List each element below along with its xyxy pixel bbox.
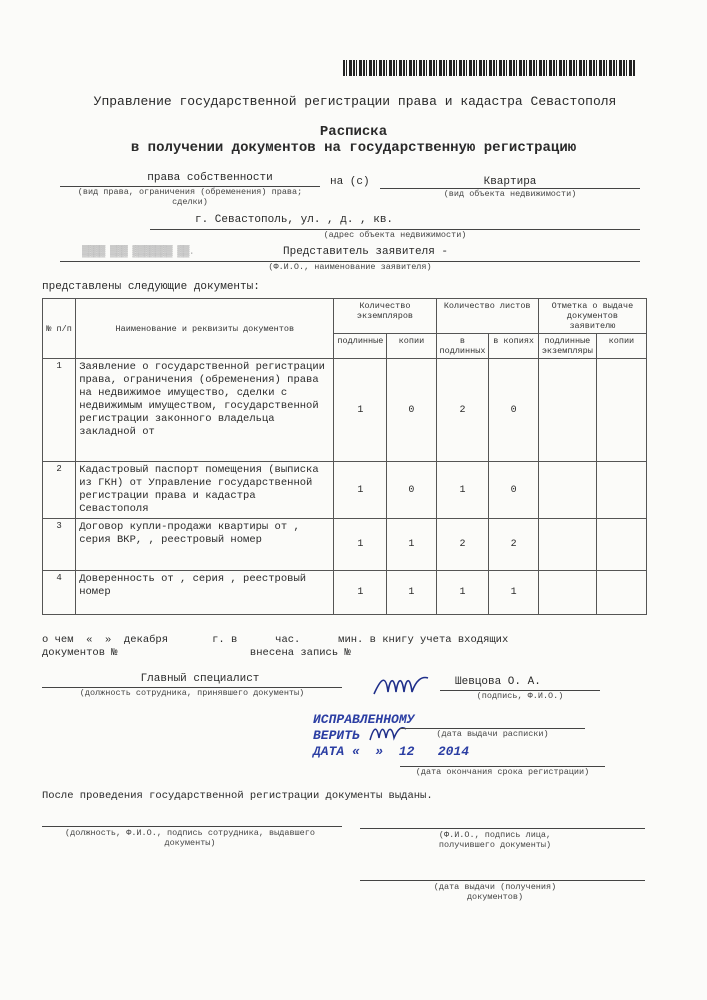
signature-icon bbox=[372, 672, 432, 698]
row-desc: Заявление о государственной регистрации права, ограничения (обременения) права на недвижимое имущество, сделки с недвижимым имуществом, государственной регистрации законного владельца закладной от bbox=[76, 359, 334, 462]
issuer-label: (должность, Ф.И.О., подпись сотрудника, выдавшего документы) bbox=[65, 828, 315, 848]
organization-name: Управление государственной регистрации права и кадастра Севастополя bbox=[93, 94, 617, 109]
row-issue-copy bbox=[596, 519, 646, 571]
row-copy: 1 bbox=[387, 519, 436, 571]
documents-table bbox=[42, 298, 647, 615]
header-copies2: копии bbox=[596, 334, 646, 359]
table-row bbox=[43, 519, 647, 571]
header-num: № п/п bbox=[43, 299, 76, 359]
row-issue-orig bbox=[538, 571, 596, 615]
row-sheets-copy: 0 bbox=[489, 462, 538, 519]
entry-line1: о чем « » декабря г. в час. мин. в книгу учета входящих bbox=[42, 634, 509, 646]
staff-name-label: (подпись, Ф.И.О.) bbox=[476, 691, 564, 701]
row-orig: 1 bbox=[334, 359, 387, 462]
row-num: 2 bbox=[43, 462, 76, 519]
row-copy: 0 bbox=[387, 462, 436, 519]
row-orig: 1 bbox=[334, 519, 387, 571]
title-line1: Расписка bbox=[319, 124, 388, 140]
row-sheets-orig: 1 bbox=[436, 462, 489, 519]
row-num: 1 bbox=[43, 359, 76, 462]
row-orig: 1 bbox=[334, 462, 387, 519]
table-row bbox=[43, 571, 647, 615]
receiver-label: (Ф.И.О., подпись лица, получившего документы) bbox=[438, 830, 552, 850]
header-copies-count: Количество экземпляров bbox=[334, 299, 436, 334]
row-issue-orig bbox=[538, 462, 596, 519]
row-sheets-orig: 1 bbox=[436, 571, 489, 615]
row-orig: 1 bbox=[334, 571, 387, 615]
header-issue-mark: Отметка о выдаче документов заявителю bbox=[538, 299, 646, 334]
row-issue-orig bbox=[538, 519, 596, 571]
header-in-copies: в копиях bbox=[489, 334, 538, 359]
entry-line2: документов № внесена запись № bbox=[42, 647, 351, 659]
stamp-line3: ДАТА « » 12 2014 bbox=[313, 744, 470, 759]
object-type-label: (вид объекта недвижимости) bbox=[443, 189, 577, 199]
applicant-label: (Ф.И.О., наименование заявителя) bbox=[268, 262, 432, 272]
row-copy: 0 bbox=[387, 359, 436, 462]
applicant-value: Представитель заявителя - bbox=[283, 246, 449, 258]
row-issue-orig bbox=[538, 359, 596, 462]
header-sheets-count: Количество листов bbox=[436, 299, 538, 334]
header-orig-copies: подлинные экземпляры bbox=[538, 334, 596, 359]
presented-label: представлены следующие документы: bbox=[42, 281, 260, 293]
footer-issue-date-label: (дата выдачи (получения) документов) bbox=[433, 882, 557, 902]
barcode bbox=[343, 60, 636, 76]
address-value: г. Севастополь, ул. , д. , кв. bbox=[195, 214, 394, 226]
row-issue-copy bbox=[596, 359, 646, 462]
issue-date-label: (дата выдачи расписки) bbox=[436, 729, 549, 739]
staff-position-label: (должность сотрудника, принявшего документы) bbox=[79, 688, 305, 698]
stamp-line2: ВЕРИТЬ bbox=[313, 728, 360, 743]
object-type-value: Квартира bbox=[483, 176, 537, 188]
row-issue-copy bbox=[596, 571, 646, 615]
right-type-label: (вид права, ограничения (обременения) права; сделки) bbox=[77, 187, 303, 207]
row-desc: Договор купли-продажи квартиры от , серия ВКР, , реестровый номер bbox=[76, 519, 334, 571]
reg-end-label: (дата окончания срока регистрации) bbox=[415, 767, 590, 777]
row-sheets-orig: 2 bbox=[436, 359, 489, 462]
title-line2: в получении документов на государственную регистрацию bbox=[130, 140, 577, 156]
header-copies: копии bbox=[387, 334, 436, 359]
row-sheets-copy: 0 bbox=[489, 359, 538, 462]
row-sheets-orig: 2 bbox=[436, 519, 489, 571]
row-desc: Доверенность от , серия , реестровый номер bbox=[76, 571, 334, 615]
row-issue-copy bbox=[596, 462, 646, 519]
row-num: 4 bbox=[43, 571, 76, 615]
on-label: на (с) bbox=[330, 176, 370, 188]
right-type-value: права собственности bbox=[147, 172, 273, 184]
staff-name: Шевцова О. А. bbox=[455, 676, 541, 688]
row-desc: Кадастровый паспорт помещения (выписка из ГКН) от Управление государственной регистрации права и кадастра Севастополя bbox=[76, 462, 334, 519]
row-sheets-copy: 2 bbox=[489, 519, 538, 571]
row-sheets-copy: 1 bbox=[489, 571, 538, 615]
table-row bbox=[43, 462, 647, 519]
row-copy: 1 bbox=[387, 571, 436, 615]
header-name: Наименование и реквизиты документов bbox=[76, 299, 334, 359]
stamp-line1: ИСПРАВЛЕННОМУ bbox=[313, 712, 415, 727]
applicant-name-redacted: ▓▓▓▓ ▓▓▓ ▓▓▓▓▓▓▓ ▓▓. bbox=[82, 246, 195, 258]
after-registration-text: После проведения государственной регистрации документы выданы. bbox=[42, 790, 433, 802]
table-row bbox=[43, 359, 647, 462]
address-label: (адрес объекта недвижимости) bbox=[323, 230, 467, 240]
staff-position: Главный специалист bbox=[140, 673, 260, 685]
header-originals: подлинные bbox=[334, 334, 387, 359]
header-in-originals: в подлинных bbox=[436, 334, 489, 359]
row-num: 3 bbox=[43, 519, 76, 571]
